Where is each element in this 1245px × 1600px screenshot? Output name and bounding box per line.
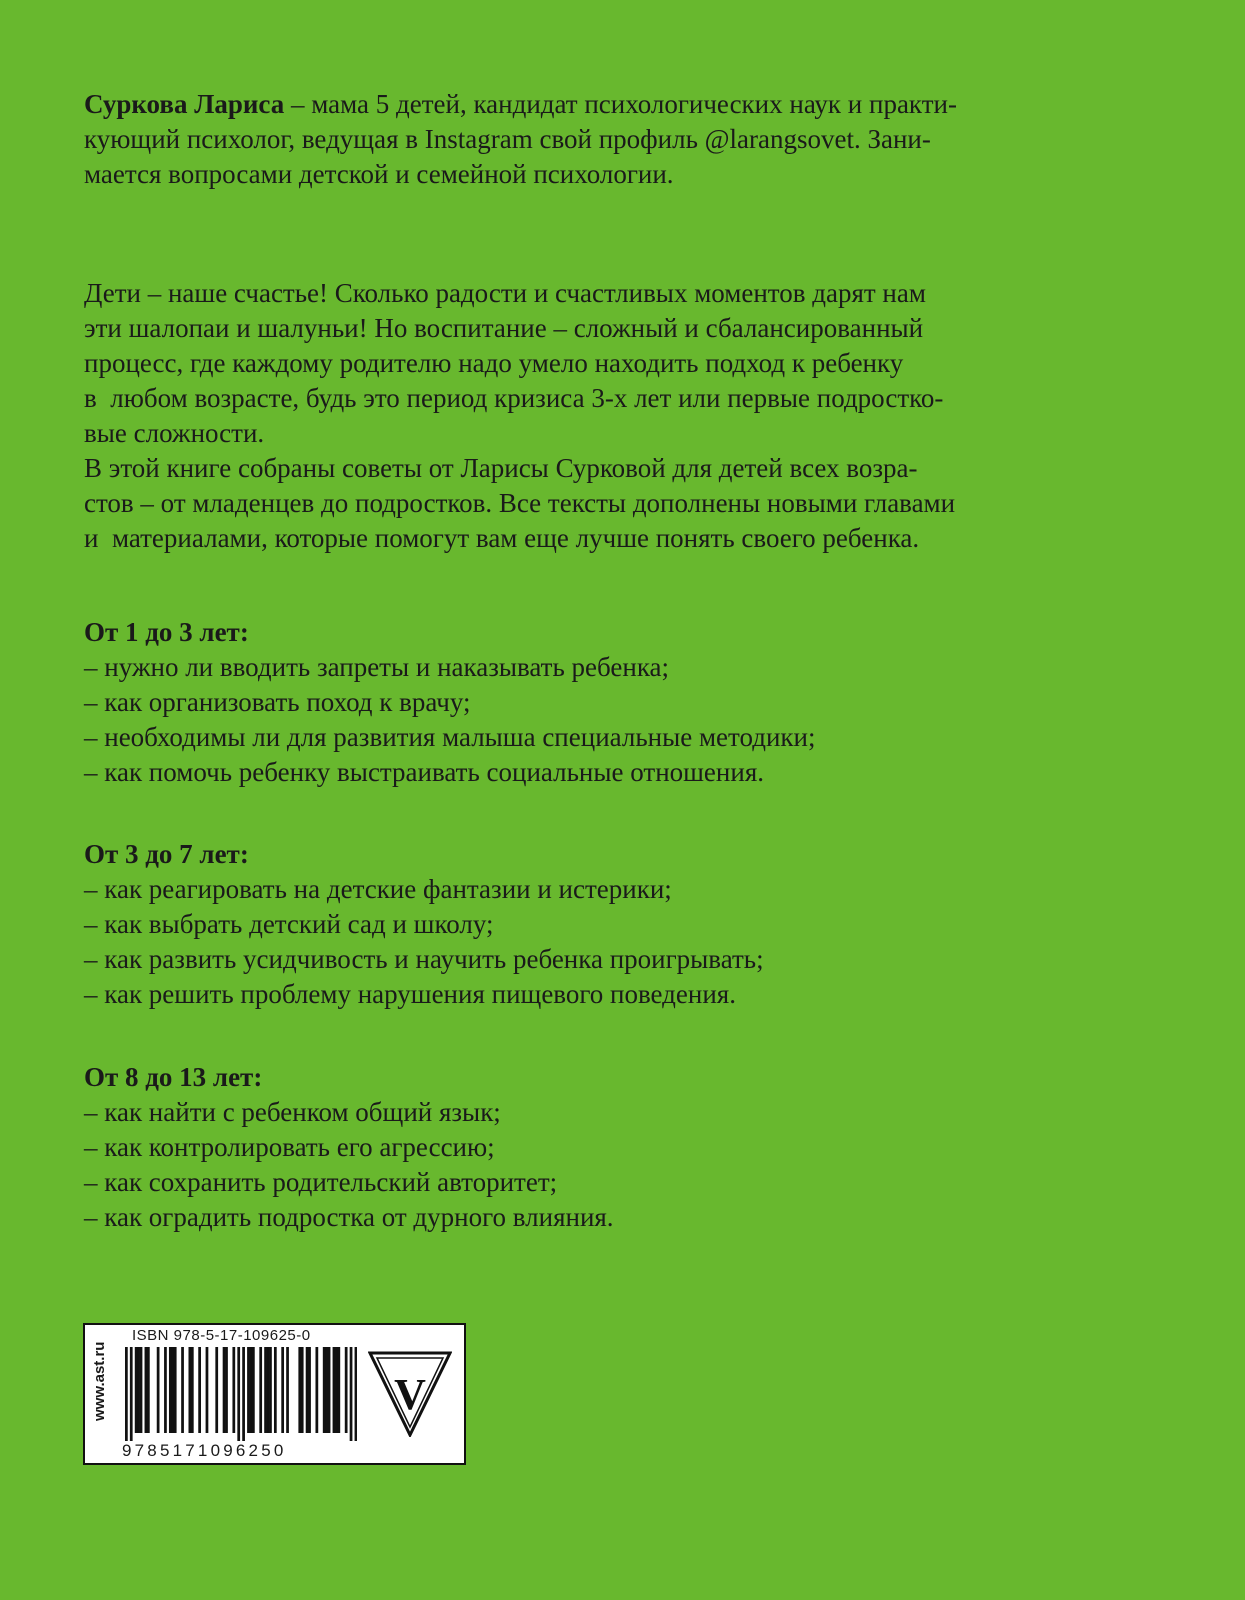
author-name: Суркова Лариса [84, 89, 285, 119]
age-section-1-3 [84, 615, 1164, 790]
barcode-bar [286, 1347, 289, 1433]
barcode-bar [181, 1347, 184, 1433]
barcode-bar [264, 1347, 267, 1433]
barcode-digits: 9785171096250 [122, 1441, 287, 1460]
barcode-bar [337, 1347, 340, 1433]
barcode-bar [223, 1347, 226, 1433]
age-section-3-7 [84, 837, 1164, 1012]
barcode-bar [298, 1347, 301, 1433]
intro-line: эти шалопаи и шалуньи! Но воспитание – сложный и сбалансированный [84, 313, 924, 343]
logo-letter: V [394, 1370, 426, 1419]
barcode-bar [247, 1347, 250, 1433]
intro-line: Дети – наше счастье! Сколько радости и счастливых моментов дарят нам [84, 278, 926, 308]
barcode [125, 1347, 357, 1441]
section-heading: От 8 до 13 лет: [84, 1062, 263, 1092]
author-bio-line: – мама 5 детей, кандидат психологических наук и практи- [284, 89, 957, 119]
barcode-bar [301, 1347, 304, 1433]
barcode-bar [137, 1347, 140, 1433]
barcode-bar [250, 1347, 253, 1433]
barcode-bar [147, 1347, 150, 1433]
barcode-bar [328, 1347, 331, 1433]
barcode-bar [169, 1347, 172, 1433]
section-item: – как сохранить родительский авторитет; [84, 1167, 558, 1197]
barcode-bar [345, 1347, 348, 1433]
section-heading: От 3 до 7 лет: [84, 839, 249, 869]
section-item: – нужно ли вводить запреты и наказывать ребенка; [84, 652, 670, 682]
barcode-bar [164, 1347, 167, 1433]
barcode-bar [237, 1347, 240, 1441]
barcode-bar [135, 1347, 138, 1433]
barcode-bar [145, 1347, 148, 1433]
barcode-bar [335, 1347, 338, 1433]
intro-line: процесс, где каждому родителю надо умело находить подход к ребенку [84, 348, 904, 378]
age-section-8-13 [84, 1060, 1164, 1235]
barcode-bar [188, 1347, 191, 1433]
isbn-label: ISBN 978-5-17-109625-0 [132, 1327, 311, 1344]
barcode-bar [232, 1347, 235, 1433]
barcode-bar [125, 1347, 128, 1441]
section-item: – необходимы ли для развития малыша специальные методики; [84, 722, 816, 752]
section-item: – как оградить подростка от дурного влияния. [84, 1202, 614, 1232]
author-bio-line: мается вопросами детской и семейной психологии. [84, 159, 674, 189]
section-heading: От 1 до 3 лет: [84, 617, 249, 647]
barcode-bar [269, 1347, 272, 1433]
barcode-bar [174, 1347, 177, 1433]
intro-line: вые сложности. [84, 418, 265, 448]
barcode-bar [130, 1347, 133, 1441]
barcode-bar [259, 1347, 262, 1433]
barcode-bar [350, 1347, 353, 1441]
barcode-bar [225, 1347, 228, 1433]
section-item: – как организовать поход к врачу; [84, 687, 471, 717]
barcode-bar [157, 1347, 160, 1433]
barcode-bar [267, 1347, 270, 1433]
barcode-bar [274, 1347, 277, 1433]
section-item: – как контролировать его агрессию; [84, 1132, 495, 1162]
barcode-bar [252, 1347, 255, 1433]
section-item: – как реагировать на детские фантазии и истерики; [84, 874, 672, 904]
website-label: www.ast.ru [91, 1341, 108, 1421]
section-item: – как выбрать детский сад и школу; [84, 909, 494, 939]
barcode-bar [281, 1347, 284, 1433]
barcode-bar [306, 1347, 309, 1433]
intro-line: и материалами, которые помогут вам еще лучше понять своего ребенка. [84, 523, 920, 553]
intro-text [84, 276, 1164, 556]
section-item: – как решить проблему нарушения пищевого поведения. [84, 979, 736, 1009]
barcode-bar [323, 1347, 326, 1433]
barcode-bar [242, 1347, 245, 1441]
barcode-bar [191, 1347, 194, 1433]
intro-line: В этой книге собраны советы от Ларисы Сурковой для детей всех возра- [84, 453, 918, 483]
barcode-bar [140, 1347, 143, 1433]
barcode-bar [198, 1347, 201, 1433]
intro-line: стов – от младенцев до подростков. Все тексты дополнены новыми главами [84, 488, 956, 518]
barcode-bar [355, 1347, 357, 1441]
barcode-bar [206, 1347, 209, 1433]
barcode-bar [215, 1347, 218, 1433]
section-item: – как помочь ребенку выстраивать социальные отношения. [84, 757, 764, 787]
publisher-logo-icon [368, 1351, 452, 1437]
barcode-panel [83, 1323, 466, 1465]
barcode-bar [171, 1347, 174, 1433]
section-item: – как развить усидчивость и научить ребенка проигрывать; [84, 944, 764, 974]
author-bio [84, 87, 1164, 192]
barcode-bar [325, 1347, 328, 1433]
author-bio-line: кующий психолог, ведущая в Instagram свой профиль @larangsovet. Зани- [84, 124, 931, 154]
barcode-bar [308, 1347, 311, 1433]
barcode-bar [333, 1347, 336, 1433]
intro-line: в любом возрасте, будь это период кризиса 3-х лет или первые подростко- [84, 383, 944, 413]
section-item: – как найти с ребенком общий язык; [84, 1097, 501, 1127]
barcode-bar [315, 1347, 318, 1433]
